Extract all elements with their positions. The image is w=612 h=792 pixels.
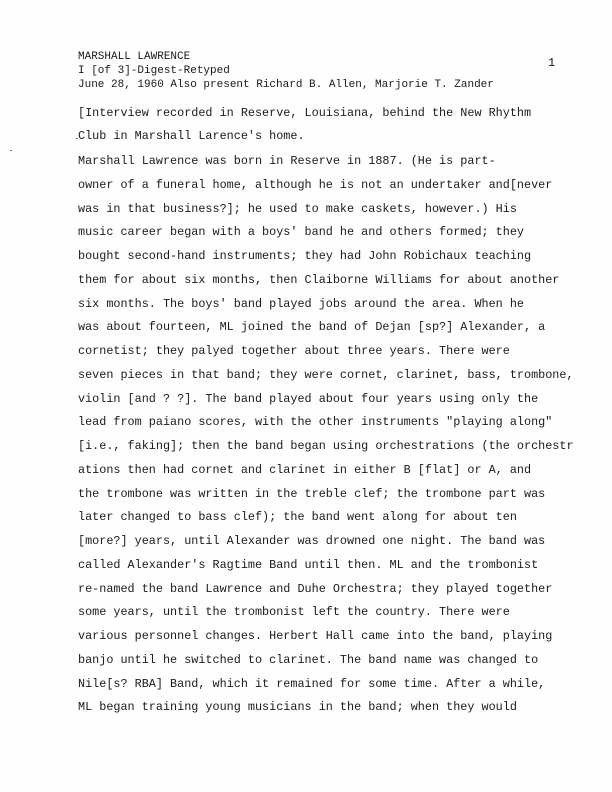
scan-speck bbox=[10, 150, 12, 151]
body-line: lead from paiano scores, with the other instruments "playing along" bbox=[78, 415, 553, 429]
body-line: banjo until he switched to clarinet. The band name was changed to bbox=[78, 653, 539, 667]
body-line: various personnel changes. Herbert Hall came into the band, playing bbox=[78, 629, 553, 643]
header-date-line: June 28, 1960 Also present Richard B. Allen, Marjorie T. Zander bbox=[78, 79, 494, 91]
body-line: some years, until the trombonist left the country. There were bbox=[78, 605, 510, 619]
body-line: re-named the band Lawrence and Duhe Orchestra; they played together bbox=[78, 582, 553, 596]
body-line: owner of a funeral home, although he is not an undertaker and[never bbox=[78, 178, 553, 192]
body-line: cornetist; they palyed together about three years. There were bbox=[78, 344, 510, 358]
header-name: MARSHALL LAWRENCE bbox=[78, 51, 191, 63]
body-line: later changed to bass clef); the band went along for about ten bbox=[78, 510, 517, 524]
body-line: [i.e., faking]; then the band began using orchestrations (the orchestr bbox=[78, 439, 574, 453]
body-line: [more?] years, until Alexander was drowned one night. The band was bbox=[78, 534, 546, 548]
body-line: was about fourteen, ML joined the band of Dejan [sp?] Alexander, a bbox=[78, 320, 546, 334]
body-line: music career began with a boys' band he and others formed; they bbox=[78, 225, 524, 239]
body-line: seven pieces in that band; they were cornet, clarinet, bass, trombone, bbox=[78, 368, 574, 382]
body-line: the trombone was written in the treble clef; the trombone part was bbox=[78, 487, 546, 501]
scan-speck bbox=[76, 138, 78, 139]
body-line: Nile[s? RBA] Band, which it remained for some time. After a while, bbox=[78, 677, 546, 691]
body-line: violin [and ? ?]. The band played about four years using only the bbox=[78, 392, 539, 406]
body-line: ations then had cornet and clarinet in either B [flat] or A, and bbox=[78, 463, 532, 477]
body-line: six months. The boys' band played jobs around the area. When he bbox=[78, 297, 524, 311]
page-number: 1 bbox=[548, 56, 556, 70]
body-line: Marshall Lawrence was born in Reserve in 1887. (He is part- bbox=[78, 154, 496, 168]
body-line: bought second-hand instruments; they had John Robichaux teaching bbox=[78, 249, 532, 263]
intro-line: Club in Marshall Larence's home. bbox=[78, 129, 305, 143]
body-line: called Alexander's Ragtime Band until then. ML and the trombonist bbox=[78, 558, 539, 572]
body-line: them for about six months, then Claiborne Williams for about another bbox=[78, 273, 560, 287]
intro-line: [Interview recorded in Reserve, Louisiana, behind the New Rhythm bbox=[78, 106, 532, 120]
body-line: was in that business?]; he used to make caskets, however.) His bbox=[78, 202, 517, 216]
header-tape: I [of 3]-Digest-Retyped bbox=[78, 65, 230, 77]
body-line: ML began training young musicians in the band; when they would bbox=[78, 700, 517, 714]
